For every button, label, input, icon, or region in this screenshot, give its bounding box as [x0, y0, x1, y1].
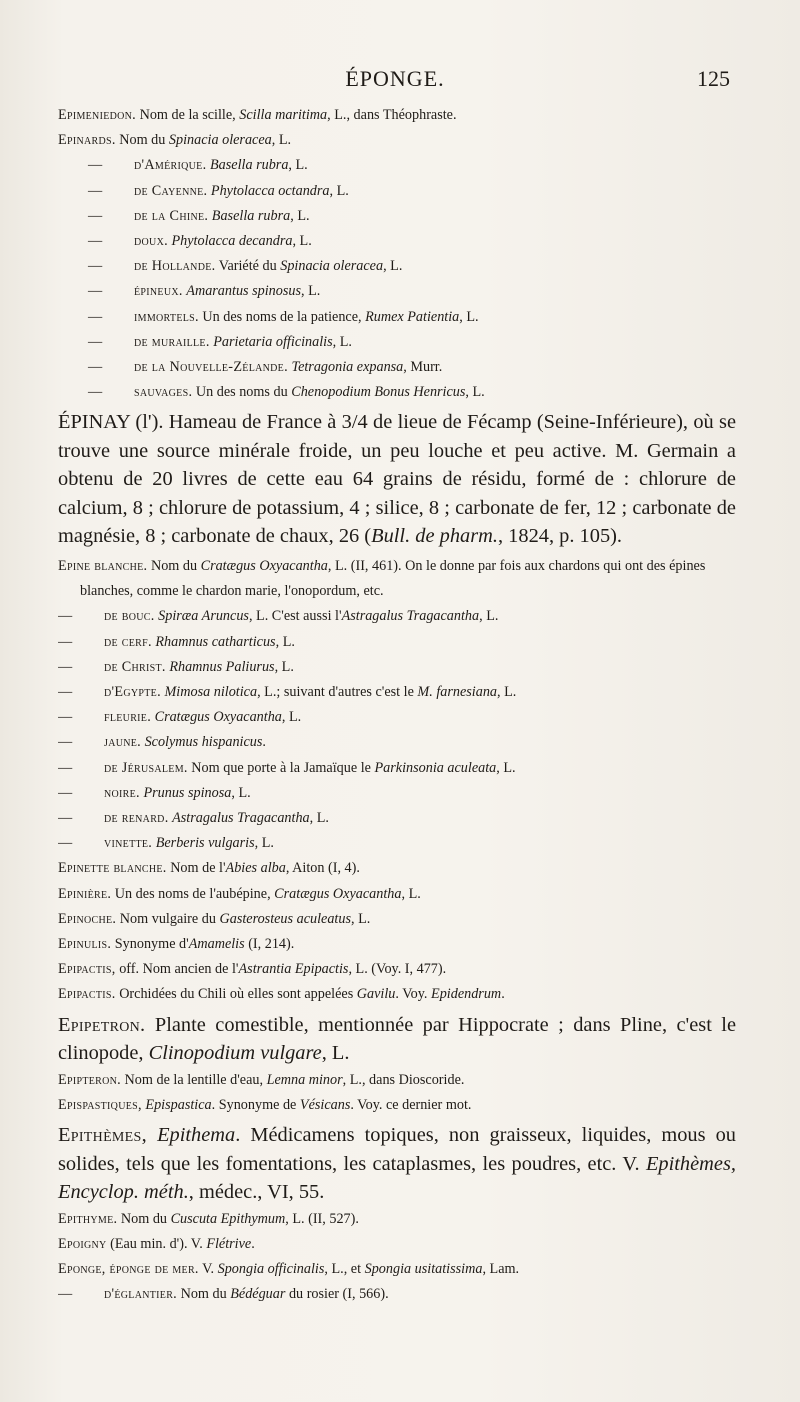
entry: Epithyme. Nom du Cuscuta Epithymum, L. (II, 527). [58, 1210, 359, 1227]
entry: Epispastiques, Epispastica. Synonyme de Vésicans. Voy. ce dernier mot. [58, 1096, 472, 1113]
entry: Epinière. Un des noms de l'aubépine, Cratægus Oxyacantha, L. [58, 885, 421, 902]
subentry: — vinette. Berberis vulgaris, L. [58, 835, 274, 852]
subentry: — de cerf. Rhamnus catharticus, L. [58, 633, 295, 650]
entry-epinards: Epinards. Nom du Spinacia oleracea, L. [58, 132, 292, 149]
entry: Epipteron. Nom de la lentille d'eau, Lemna minor, L., dans Dioscoride. [58, 1071, 465, 1088]
page-number: 125 [697, 66, 730, 91]
entry: Epinoche. Nom vulgaire du Gasterosteus aculeatus, L. [58, 910, 371, 927]
subentry: — jaune. Scolymus hispanicus. [58, 734, 266, 751]
running-title: ÉPONGE. [345, 66, 445, 91]
entry: Epinulis. Synonyme d'Amamelis (I, 214). [58, 935, 295, 952]
subentry: — immortels. Un des noms de la patience, Rumex Patientia, L. [88, 308, 479, 325]
entry: Epipactis. Orchidées du Chili où elles sont appelées Gavilu. Voy. Epidendrum. [58, 986, 505, 1003]
subentry: — de la Nouvelle-Zélande. Tetragonia expansa, Murr. [88, 359, 443, 376]
subentry: — d'Egypte. Mimosa nilotica, L.; suivant d'autres c'est le M. farnesiana, L. [58, 683, 517, 700]
subentry: — de bouc. Spiræa Aruncus, L. C'est aussi l'Astragalus Tragacantha, L. [58, 608, 499, 625]
entry-epine-blanche: Epine blanche. Nom du Cratægus Oxyacantha, L. (II, 461). On le donne par fois aux chardons qui ont des épines blanches, comme le chardon marie, l'onopordum, etc. [58, 557, 706, 600]
entry-epipetron: Epipetron. Plante comestible, mentionnée par Hippocrate ; dans Pline, c'est le clinopode, Clinopodium vulgare, L. [58, 1013, 736, 1065]
subentry: — de Jérusalem. Nom que porte à la Jamaïque le Parkinsonia aculeata, L. [58, 759, 516, 776]
entry-epithemes: Epithèmes, Epithema. Médicamens topiques, non graisseux, liquides, mous ou solides, tels que les fomentations, les cataplasmes, les poudres, etc. V. Epithèmes, Encyclop. méth., médec., VI, 55. [58, 1124, 736, 1203]
subentry: — d'églantier. Nom du Bédéguar du rosier (I, 566). [58, 1286, 389, 1303]
subentry: — noire. Prunus spinosa, L. [58, 784, 251, 801]
subentry: — de Christ. Rhamnus Paliurus, L. [58, 658, 294, 675]
subentry: — d'Amérique. Basella rubra, L. [88, 157, 308, 174]
entry: Epipactis, off. Nom ancien de l'Astrantia Epipactis, L. (Voy. I, 477). [58, 961, 447, 978]
page-header [60, 66, 730, 96]
dictionary-column [58, 103, 736, 1307]
subentry: — épineux. Amarantus spinosus, L. [88, 283, 321, 300]
subentry: — doux. Phytolacca decandra, L. [88, 233, 312, 250]
entry: Epinette blanche. Nom de l'Abies alba, Aiton (I, 4). [58, 860, 360, 877]
subentry: — de Hollande. Variété du Spinacia oleracea, L. [88, 258, 403, 275]
entry-epimeniedon: Epimeniedon. Nom de la scille, Scilla maritima, L., dans Théophraste. [58, 107, 457, 123]
entry: Eponge, éponge de mer. V. Spongia officinalis, L., et Spongia usitatissima, Lam. [58, 1260, 520, 1277]
subentry: — fleurie. Cratægus Oxyacantha, L. [58, 709, 302, 726]
subentry: — de renard. Astragalus Tragacantha, L. [58, 809, 329, 826]
subentry: — de Cayenne. Phytolacca octandra, L. [88, 182, 349, 199]
entry: Epoigny (Eau min. d'). V. Flétrive. [58, 1235, 255, 1252]
subentry: — de muraille. Parietaria officinalis, L. [88, 333, 352, 350]
subentry: — de la Chine. Basella rubra, L. [88, 207, 310, 224]
entry-epinay: ÉPINAY (l'). Hameau de France à 3/4 de lieue de Fécamp (Seine-Inférieure), où se trouve une source minérale froide, un peu louche et peu active. M. Germain a obtenu de 20 livres de cette eau 64 grains de résidu, formé de : chlorure de calcium, 8 ; chlorure de potassium, 4 ; silice, 8 ; carbonate de fer, 12 ; carbonate de magnésie, 8 ; carbonate de chaux, 26 (Bull. de pharm., 1824, p. 105). [58, 411, 736, 548]
subentry: — sauvages. Un des noms du Chenopodium Bonus Henricus, L. [88, 384, 485, 401]
